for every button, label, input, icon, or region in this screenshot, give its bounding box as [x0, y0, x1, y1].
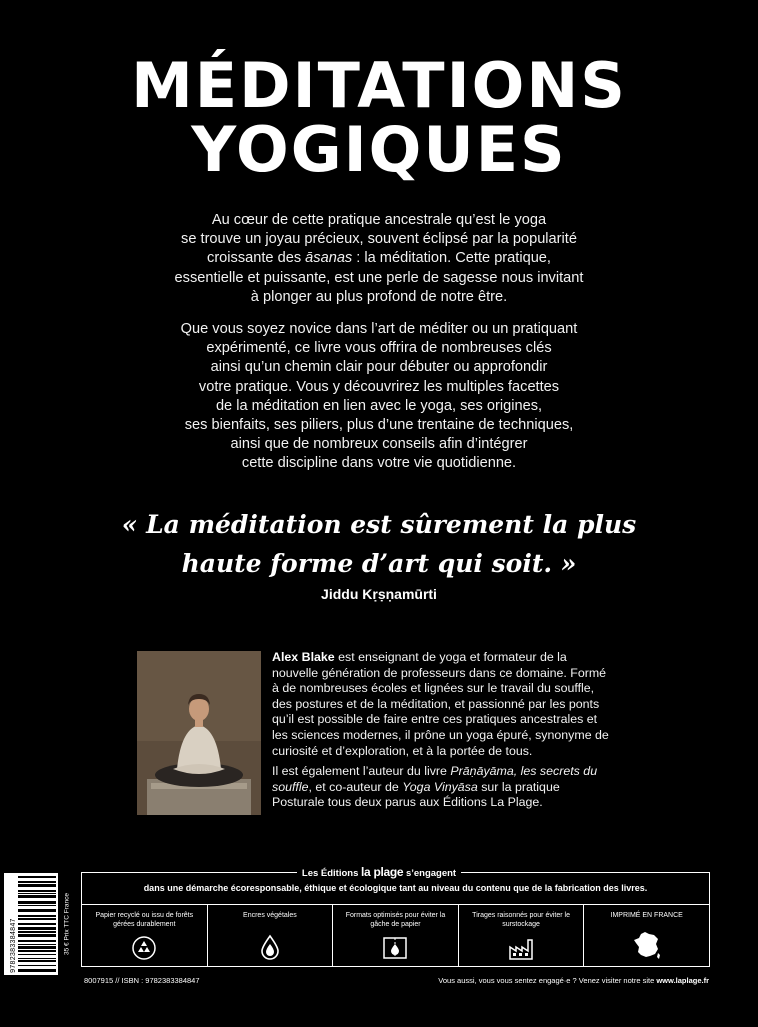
barcode-bar [18, 918, 56, 920]
barcode-bar [18, 931, 56, 933]
quote-line-2: haute forme d’art qui soit. » [181, 549, 577, 578]
footer-website: Vous aussi, vous vous sentez engagé·e ? Venez visiter notre site www.laplage.fr [438, 976, 709, 985]
barcode-bar [18, 944, 56, 945]
author-bio-paragraph-2: Il est également l’auteur du livre Prāṇāyāma, les secrets du souffle, et co-auteur de Yoga Vinyāsa sur la pratique Posturale tous deux parus aux Éditions La Plage. [272, 764, 598, 810]
barcode-bar [18, 934, 56, 937]
author-bio [272, 650, 612, 811]
recycle-icon [132, 936, 156, 960]
engagement-cell-paper: Papier recyclé ou issu de forêts gérées durablement [82, 905, 208, 966]
author-photo [137, 651, 261, 815]
france-map-icon [632, 930, 662, 960]
barcode-bar [18, 950, 56, 952]
book-title-line-1: MÉDITATIONS [131, 49, 627, 122]
barcode-bar [18, 909, 56, 912]
barcode-bar [18, 901, 56, 904]
engagement-cells [81, 905, 710, 967]
description-paragraph-2: Que vous soyez novice dans l’art de méditer ou un pratiquant expérimenté, ce livre vous offrira de nombreuses clés ainsi qu’un chemin clair pour débuter ou approfondir votre pratique. Vous y découvrirez les multiples facettes de la méditation en lien avec le yoga, ses origines, ses bienfaits, ses piliers, plus d’une trentaine de techniques, ainsi que de nombreux conseils afin d’intégrer cette discipline dans votre vie quotidienne. [180, 321, 578, 472]
barcode-bar [18, 895, 56, 898]
barcode-bar [18, 954, 56, 955]
barcode-number: 9782383384847 [10, 918, 18, 973]
isbn-barcode [4, 873, 58, 975]
quote-author: Jiddu Kṛṣṇamūrti [321, 586, 437, 602]
engagement-cell-format: Formats optimisés pour éviter la gâche de papier [333, 905, 459, 966]
barcode-bar [18, 946, 56, 949]
quote-line-1: « La méditation est sûrement la plus [121, 510, 637, 539]
barcode-bar [18, 969, 56, 972]
footer-isbn: 8007915 // ISBN : 9782383384847 [84, 976, 200, 985]
barcode-bar [18, 881, 56, 883]
barcode-bar [18, 940, 56, 942]
book-title-line-2: YOGIQUES [191, 113, 567, 186]
author-bio-paragraph-1: Alex Blake est enseignant de yoga et formateur de la nouvelle génération de professeurs dans ce domaine. Formé à de nombreuses écoles et lignées sur le travail du souffle, des postures et de la méditation, et passionné par les ponts qu’il est possible de faire entre ces pratiques ancestrales et les sciences modernes, il prône un yoga épuré, synonyme de curiosité et d’exploration, et à la portée de tous. [272, 650, 609, 758]
barcode-bar [18, 915, 56, 917]
barcode-bar [18, 893, 56, 894]
ink-drop-icon [260, 934, 280, 960]
barcode-bar [18, 965, 56, 966]
paper-format-icon [382, 936, 408, 960]
engagement-title: Les Éditions la plage s’engagent [0, 865, 758, 879]
barcode-bar [18, 960, 56, 962]
engagement-cell-print-run: Tirages raisonnés pour éviter le surstockage [459, 905, 585, 966]
description-paragraph-1: Au cœur de cette pratique ancestrale qu’est le yoga se trouve un joyau précieux, souvent éclipsé par la popularité croissante des āsanas : la méditation. Cette pratique, essentielle et puissante, est une perle de sagesse nous invitant à plonger au plus profond de notre être. [174, 212, 584, 305]
barcode-bar [18, 890, 56, 892]
engagement-cell-france: IMPRIMÉ EN FRANCE [584, 905, 709, 966]
barcode-bar [18, 927, 56, 930]
barcode-bar [18, 884, 56, 887]
factory-icon [508, 938, 534, 960]
barcode-bar [18, 923, 56, 925]
engagement-cell-ink: Encres végétales [208, 905, 334, 966]
barcode-bar [18, 905, 56, 906]
price-label: 35 € Prix TTC France [63, 892, 71, 956]
website-link[interactable]: www.laplage.fr [656, 976, 709, 985]
engagement-text: dans une démarche écoresponsable, éthique et écologique tant au niveau du contenu que de la fabrication des livres. [143, 883, 648, 893]
barcode-bar [18, 958, 56, 959]
